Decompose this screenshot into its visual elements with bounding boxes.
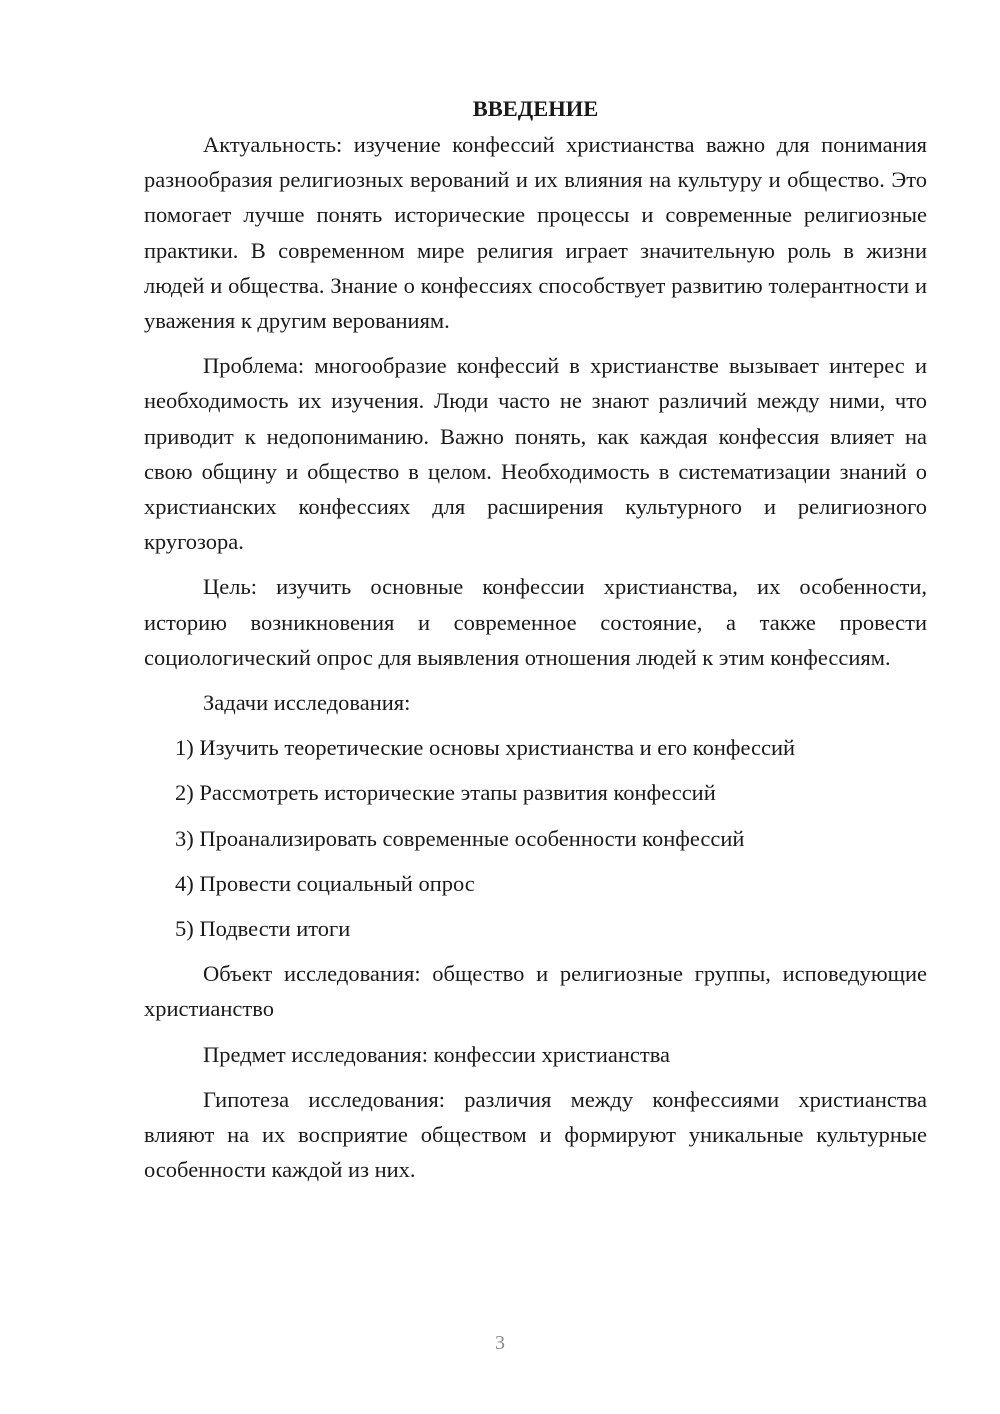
paragraph-problem: Проблема: многообразие конфессий в христианстве вызывает интерес и необходимость их изучения. Люди часто не знают различий между ними, что приводит к недопониманию. Важно понять, как каждая конфессия влияет на свою общину и общество в целом. Необходимость в систематизации знаний о христианских конфессиях для расширения культурного и религиозного кругозора. [144, 353, 927, 555]
list-item: 4) Провести социальный опрос [175, 870, 475, 896]
paragraph-object: Объект исследования: общество и религиозные группы, исповедующие христианство [144, 961, 927, 1022]
document-page [144, 92, 927, 1197]
list-item: 1) Изучить теоретические основы христианства и его конфессий [175, 735, 796, 761]
paragraph-goal: Цель: изучить основные конфессии христианства, их особенности, историю возникновения и современное состояние, а также провести социологический опрос для выявления отношения людей к этим конфессиям. [144, 574, 927, 670]
paragraph-hypothesis: Гипотеза исследования: различия между конфессиями христианства влияют на их восприятие обществом и формируют уникальные культурные особенности каждой из них. [144, 1086, 927, 1183]
list-item: 5) Подвести итоги [175, 916, 351, 942]
tasks-heading: Задачи исследования: [203, 690, 411, 716]
page-number: 3 [495, 1332, 505, 1354]
list-item: 3) Проанализировать современные особенности конфессий [175, 825, 745, 851]
list-item: 2) Рассмотреть исторические этапы развития конфессий [175, 780, 716, 806]
tasks-list [144, 730, 927, 946]
paragraph-relevance: Актуальность: изучение конфессий христианства важно для понимания разнообразия религиозных верований и их влияния на культуру и общество. Это помогает лучше понять исторические процессы и современные религиозные практики. В современном мире религия играет значительную роль в жизни людей и общества. Знание о конфессиях способствует развитию толерантности и уважения к другим верованиям. [144, 132, 927, 334]
section-title: ВВЕДЕНИЕ [472, 96, 599, 121]
paragraph-subject: Предмет исследования: конфессии христианства [203, 1041, 671, 1067]
